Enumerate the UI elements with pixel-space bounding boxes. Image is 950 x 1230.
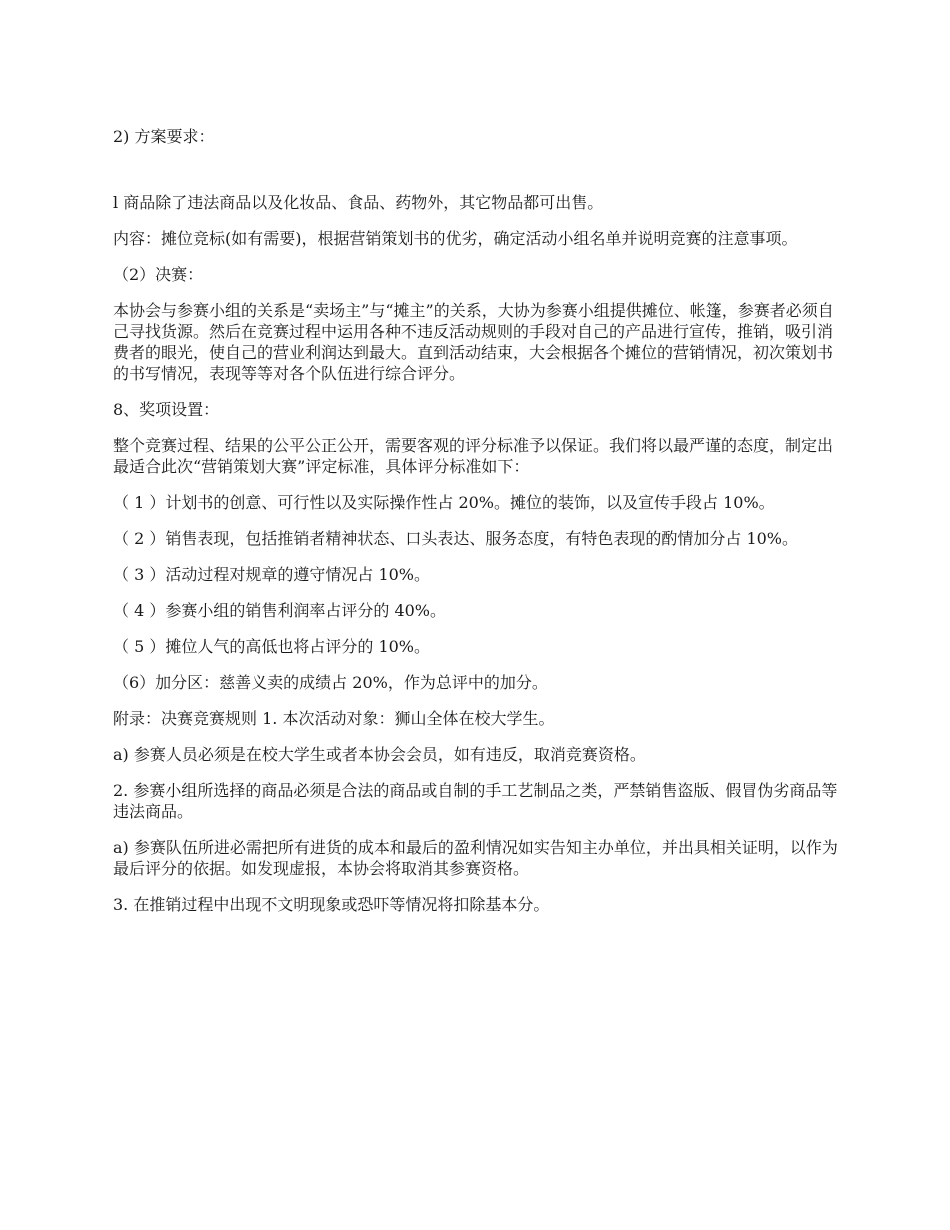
- appendix-rule-1a: a) 参赛人员必须是在校大学生或者本协会会员，如有违反，取消竞赛资格。: [113, 745, 646, 764]
- document-body: [113, 126, 840, 930]
- appendix-rule-3: 3. 在推销过程中出现不文明现象或恐吓等情况将扣除基本分。: [113, 895, 550, 914]
- scoring-item-2: （ 2 ）销售表现，包括推销者精神状态、口头表达、服务态度，有特色表现的酌情加分占 10%。: [113, 529, 799, 548]
- scoring-item-3: （ 3 ）活动过程对规章的遵守情况占 10%。: [113, 565, 431, 584]
- appendix-rule-1: 附录：决赛竞赛规则 1. 本次活动对象：狮山全体在校大学生。: [113, 709, 555, 728]
- scoring-item-6: （6）加分区：慈善义卖的成绩占 20%，作为总评中的加分。: [113, 673, 548, 692]
- section-heading-awards: 8、奖项设置：: [113, 400, 220, 419]
- scoring-item-1: （ 1 ）计划书的创意、可行性以及实际操作性占 20%。摊位的装饰，以及宣传手段占 10%。: [113, 493, 775, 512]
- paragraph-scoring-intro: 整个竞赛过程、结果的公平公正公开，需要客观的评分标准予以保证。我们将以最严谨的态度，制定出最适合此次“营销策划大赛”评定标准，具体评分标准如下：: [113, 436, 834, 476]
- section-heading-final: （2）决赛：: [113, 265, 204, 284]
- paragraph-goods-rule: l 商品除了违法商品以及化妆品、食品、药物外，其它物品都可出售。: [113, 193, 604, 212]
- appendix-rule-2a: a) 参赛队伍所进必需把所有进货的成本和最后的盈利情况如实告知主办单位，并出具相关证明，以作为最后评分的依据。如发现虚报，本协会将取消其参赛资格。: [113, 838, 838, 878]
- paragraph-bidding-content: 内容：摊位竞标(如有需要)，根据营销策划书的优劣，确定活动小组名单并说明竞赛的注意事项。: [113, 229, 798, 248]
- paragraph-final-description: 本协会与参赛小组的关系是“卖场主”与“摊主”的关系，大协为参赛小组提供摊位、帐篷，参赛者必须自己寻找货源。然后在竞赛过程中运用各种不违反活动规则的手段对自己的产品进行宣传，推销，吸引消费者的眼光，使自己的营业利润达到最大。直到活动结束，大会根据各个摊位的营销情况，初次策划书的书写情况，表现等等对各个队伍进行综合评分。: [113, 301, 834, 383]
- scoring-item-5: （ 5 ）摊位人气的高低也将占评分的 10%。: [113, 637, 431, 656]
- scoring-item-4: （ 4 ）参赛小组的销售利润率占评分的 40%。: [113, 601, 447, 620]
- appendix-rule-2: 2. 参赛小组所选择的商品必须是合法的商品或自制的手工艺制品之类，严禁销售盗版、假冒伪劣商品等违法商品。: [113, 781, 838, 821]
- section-heading-plan-requirements: 2) 方案要求：: [113, 127, 215, 146]
